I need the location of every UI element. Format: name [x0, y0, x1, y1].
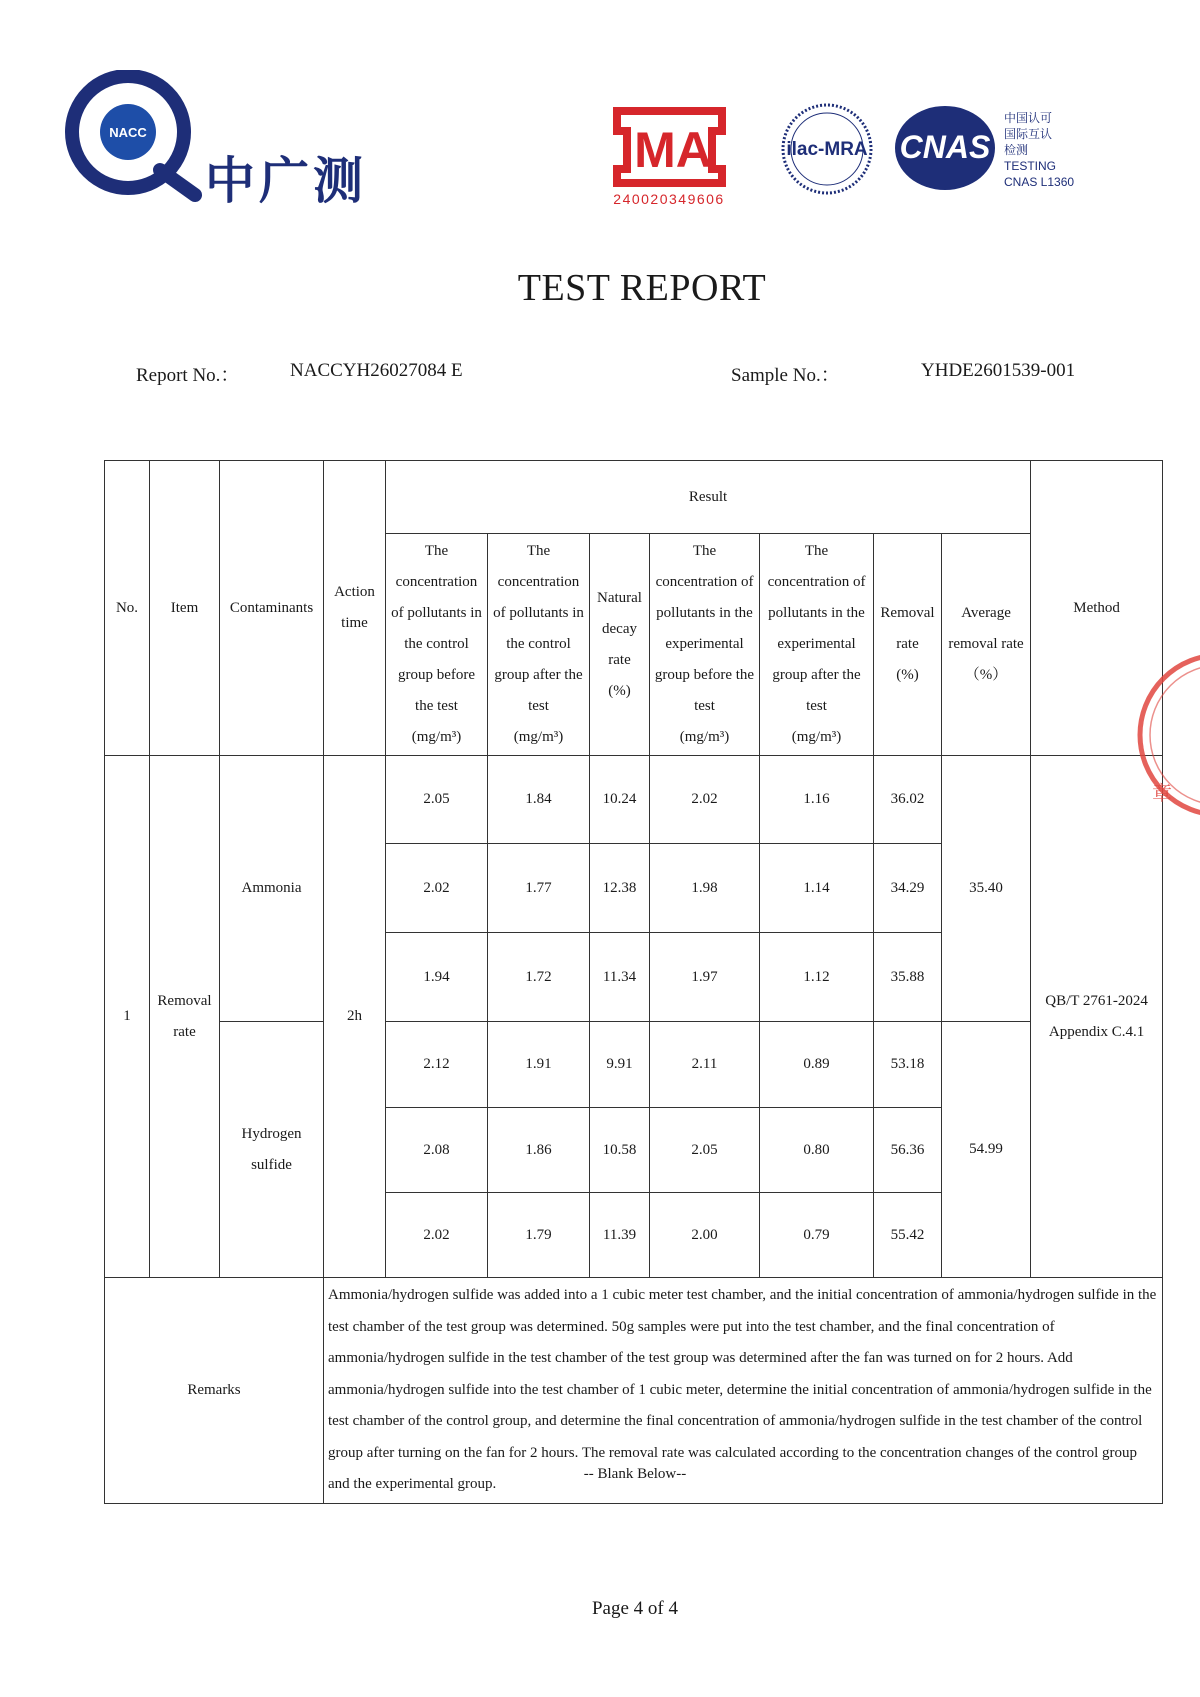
cnas-line-4: TESTING: [1004, 159, 1057, 173]
header-no: No.: [105, 461, 150, 756]
cell-value: 1.91: [488, 1022, 590, 1108]
ilac-mra-logo: [772, 101, 882, 211]
cell-value: 1.14: [760, 844, 874, 933]
results-table: [104, 460, 1163, 1504]
cnas-line-2: 国际互认: [1004, 127, 1053, 141]
cell-value: 11.39: [590, 1193, 650, 1278]
header-contaminants: Contaminants: [220, 461, 324, 756]
cell-contaminant-ammonia: Ammonia: [220, 756, 324, 1022]
cell-value: 2.02: [650, 756, 760, 844]
sample-no-label: Sample No.：: [731, 365, 840, 386]
cell-value: 2.08: [386, 1108, 488, 1193]
cell-value: 1.86: [488, 1108, 590, 1193]
cell-value: 1.98: [650, 844, 760, 933]
header-result: Result: [386, 461, 1031, 534]
header-conc-before-control: The concentration of pollutants in the control group before the test (mg/m³): [386, 534, 488, 756]
cell-value: 10.58: [590, 1108, 650, 1193]
cell-value: 53.18: [874, 1022, 942, 1108]
cell-item: Removal rate: [150, 756, 220, 1278]
cell-value: 2.02: [386, 844, 488, 933]
cnas-line-1: 中国认可: [1004, 111, 1053, 125]
header-conc-after-control: The concentration of pollutants in the control group after the test (mg/m³): [488, 534, 590, 756]
cell-value: 11.34: [590, 933, 650, 1022]
cell-value: 1.16: [760, 756, 874, 844]
header-method: Method: [1031, 461, 1163, 756]
cell-value: 1.12: [760, 933, 874, 1022]
header-conc-before-experimental: The concentration of pollutants in the experimental group before the test (mg/m³): [650, 534, 760, 756]
cell-value: 10.24: [590, 756, 650, 844]
cell-average-hydrogen-sulfide: 54.99: [942, 1022, 1031, 1278]
cell-value: 36.02: [874, 756, 942, 844]
remarks-label: Remarks: [105, 1278, 324, 1504]
cell-value: 2.00: [650, 1193, 760, 1278]
cell-value: 55.42: [874, 1193, 942, 1278]
cell-value: 0.79: [760, 1193, 874, 1278]
header-removal-rate: Removal rate (%): [874, 534, 942, 756]
header-item: Item: [150, 461, 220, 756]
cnas-logo-text: CNAS: [899, 129, 991, 165]
cell-value: 56.36: [874, 1108, 942, 1193]
cell-value: 34.29: [874, 844, 942, 933]
cell-value: 2.02: [386, 1193, 488, 1278]
cell-value: 2.05: [386, 756, 488, 844]
nacc-logo: [60, 70, 420, 210]
cnas-line-5: CNAS L1360: [1004, 175, 1075, 189]
report-no-label: Report No.：: [136, 365, 240, 386]
report-no-value: NACCYH26027084 E: [290, 360, 463, 381]
page-title: TEST REPORT: [517, 267, 767, 309]
cell-value: 35.88: [874, 933, 942, 1022]
sample-no-value: YHDE2601539-001: [921, 360, 1076, 381]
page-number: Page 4 of 4: [591, 1598, 678, 1619]
cell-value: 2.05: [650, 1108, 760, 1193]
cma-letters: MA: [634, 122, 712, 178]
nacc-badge-text: NACC: [109, 125, 147, 140]
cell-value: 1.72: [488, 933, 590, 1022]
official-seal: [1130, 640, 1200, 830]
cell-average-ammonia: 35.40: [942, 756, 1031, 1022]
cell-method: QB/T 2761-2024 Appendix C.4.1: [1031, 756, 1163, 1278]
cell-value: 2.12: [386, 1022, 488, 1108]
blank-below-note: -- Blank Below--: [583, 1466, 687, 1482]
cell-value: 1.79: [488, 1193, 590, 1278]
ilac-text: ilac-MRA: [786, 139, 868, 160]
cell-value: 1.94: [386, 933, 488, 1022]
cell-no: 1: [105, 756, 150, 1278]
cell-value: 2.11: [650, 1022, 760, 1108]
cell-action-time: 2h: [324, 756, 386, 1278]
table-row: [105, 756, 1163, 844]
header-conc-after-experimental: The concentration of pollutants in the experimental group after the test (mg/m³): [760, 534, 874, 756]
cell-value: 12.38: [590, 844, 650, 933]
header-average-removal-rate: Average removal rate （%）: [942, 534, 1031, 756]
cell-value: 9.91: [590, 1022, 650, 1108]
table-row: [105, 1022, 1163, 1108]
cell-contaminant-hydrogen-sulfide: Hydrogen sulfide: [220, 1022, 324, 1278]
cma-number: 240020349606: [613, 191, 725, 207]
cma-logo: [597, 101, 742, 211]
cell-value: 1.77: [488, 844, 590, 933]
cell-value: 0.80: [760, 1108, 874, 1193]
remarks-text: Ammonia/hydrogen sulfide was added into a 1 cubic meter test chamber, and the initial concentration of ammonia/hydrogen sulfide in the test chamber of the test group was determined. 50g samples were put into the test chamber, and the final concentration of ammonia/hydrogen sulfide in the test chamber of the test group was determined after the fan was turned on for 2 hours. Add ammonia/hydrogen sulfide into the test chamber of 1 cubic meter, determine the initial concentration of ammonia/hydrogen sulfide in the test chamber of the control group, and determine the final concentration of ammonia/hydrogen sulfide in the test chamber of the control group after turning on the fan for 2 hours. The removal rate was calculated according to the concentration changes of the control group and the experimental group.: [324, 1278, 1163, 1504]
cell-value: 0.89: [760, 1022, 874, 1108]
header-natural-decay: Natural decay rate (%): [590, 534, 650, 756]
cnas-line-3: 检测: [1004, 143, 1029, 157]
header-action-time: Action time: [324, 461, 386, 756]
seal-character: 章: [1152, 781, 1172, 805]
cell-value: 1.84: [488, 756, 590, 844]
brand-chinese-name: 中广测: [205, 152, 367, 210]
cell-value: 1.97: [650, 933, 760, 1022]
